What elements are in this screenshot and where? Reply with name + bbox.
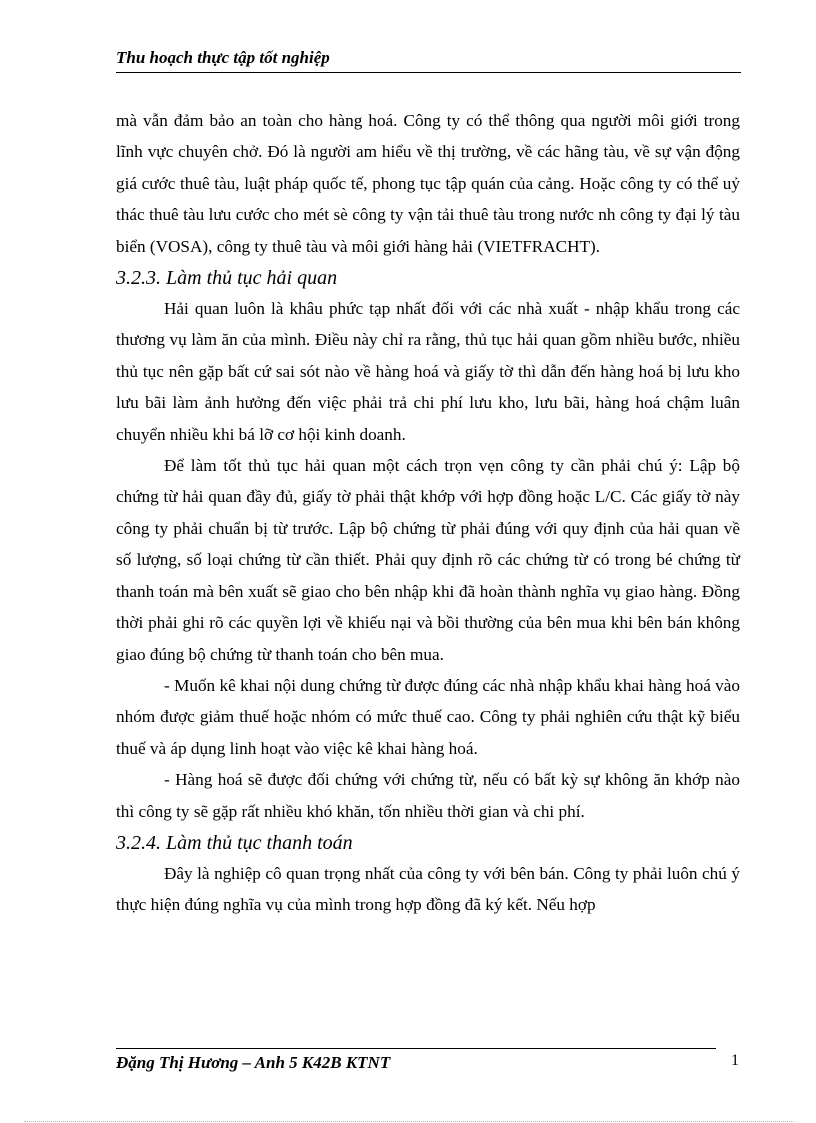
document-body [116, 105, 740, 921]
paragraph-customs-documents: Để làm tốt thủ tục hải quan một cách trọn vẹn công ty cần phải chú ý: Lập bộ chứng từ hải quan đầy đủ, giấy tờ phải thật khớp với hợp đồng hoặc L/C. Các giấy tờ này công ty phải chuẩn bị từ trước. Lập bộ chứng từ phải đúng với quy định của hải quan về số lượng, số loại chứng từ cần thiết. Phải quy định rõ các chứng từ có trong bé chứng từ thanh toán mà bên xuất sẽ giao cho bên nhập khi đã hoàn thành nghĩa vụ giao hàng. Đồng thời phải ghi rõ các quyền lợi về khiếu nại và bồi thường của bên mua khi bên bán không giao đúng bộ chứng từ thanh toán cho bên mua. [116, 456, 740, 664]
footer-divider [116, 1048, 716, 1049]
section-heading-payment: 3.2.4. Làm thủ tục thanh toán [116, 831, 353, 854]
paragraph-customs-intro: Hải quan luôn là khâu phức tạp nhất đối với các nhà xuất - nhập khẩu trong các thương vụ làm ăn của mình. Điều này chỉ ra rằng, thủ tục hải quan gồm nhiều bước, nhiều thủ tục nên gặp bất cứ sai sót nào về hàng hoá và giấy tờ thì dẫn đến hàng hoá bị lưu kho lưu bãi làm ảnh hưởng đến việc phải trả chi phí lưu kho, lưu bãi, hàng hoá chậm luân chuyển nhiều khi bá lỡ cơ hội kinh doanh. [116, 299, 740, 444]
paragraph-customs-declaration: - Muốn kê khai nội dung chứng từ được đúng các nhà nhập khẩu khai hàng hoá vào nhóm được giảm thuế hoặc nhóm có mức thuế cao. Công ty phải nghiên cứu thật kỹ biểu thuế và áp dụng linh hoạt vào việc kê khai hàng hoá. [116, 675, 740, 758]
page-header-title: Thu hoạch thực tập tốt nghiệp [116, 48, 330, 67]
page-number: 1 [731, 1052, 739, 1069]
paragraph-customs-matching: - Hàng hoá sẽ được đối chứng với chứng từ, nếu có bất kỳ sự không ăn khớp nào thì công ty sẽ gặp rất nhiều khó khăn, tốn nhiều thời gian và chi phí. [116, 770, 740, 821]
header-divider [116, 72, 741, 73]
section-heading-customs: 3.2.3. Làm thủ tục hải quan [116, 267, 338, 290]
paragraph-payment-intro: Đây là nghiệp cô quan trọng nhất của công ty với bên bán. Công ty phải luôn chú ý thực hiện đúng nghĩa vụ của mình trong hợp đồng đã ký kết. Nếu hợp [116, 863, 740, 915]
page-bottom-edge [24, 1121, 794, 1122]
footer-author: Đặng Thị Hương – Anh 5 K42B KTNT [116, 1053, 391, 1072]
paragraph-continuation: mà vẫn đảm bảo an toàn cho hàng hoá. Công ty có thể thông qua người môi giới trong lĩnh vực chuyên chở. Đó là người am hiểu về thị trường, về các hãng tàu, về sự vận động giá cước thuê tàu, luật pháp quốc tế, phong tục tập quán của cảng. Hoặc công ty có thể uỷ thác thuê tàu lưu cước cho mét sè công ty vận tải thuê tàu trong nước nh công ty đại lý tàu biển (VOSA), công ty thuê tàu và môi giới hàng hải (VIETFRACHT). [116, 111, 740, 256]
